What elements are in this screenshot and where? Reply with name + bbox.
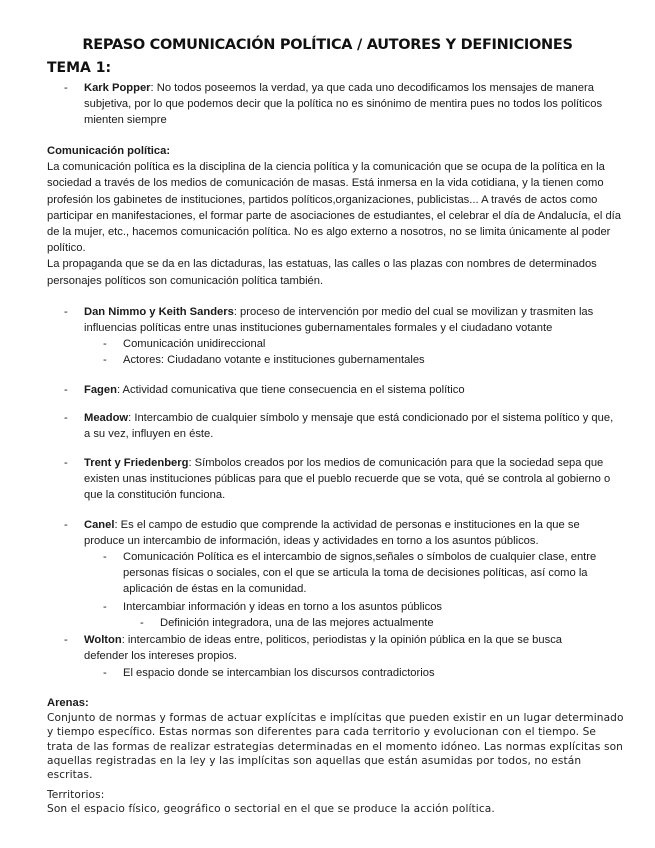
sub-list-item [103, 665, 603, 681]
bullet-dash: - [103, 354, 107, 366]
author-definition: : intercambio de ideas entre, politicos, periodistas y la opinión pública en la que se busca defender los intereses propios. [84, 634, 563, 663]
sub-list-item [103, 549, 618, 598]
author-name: Wolton [84, 634, 122, 646]
bullet-dash: - [103, 667, 107, 679]
paragraph: La propaganda que se da en las dictaduras, las estatuas, las calles o las plazas con nombres de determinados personajes políticos son comunicación política también. [47, 258, 597, 287]
paragraph: Son el espacio físico, geográfico o sectorial en el que se produce la acción política. [47, 803, 495, 816]
section-heading [47, 695, 625, 711]
section-heading: Territorios: [47, 789, 105, 801]
bullet-dash: - [103, 601, 107, 613]
author-name: Canel [84, 519, 115, 531]
author-name: Meadow [84, 412, 129, 424]
author-definition: : proceso de intervención por medio del cual se movilizan y trasmiten las influencias políticas entre unas instituciones gubernamentales formales y el ciudadano votante [84, 306, 594, 335]
author-definition: : Es el campo de estudio que comprende la actividad de personas e instituciones en la que se produce un intercambio de información, ideas y actividades en torno a los asuntos públicos. [84, 519, 580, 548]
bullet-dash: - [64, 457, 68, 469]
paragraph: La comunicación política es la disciplina de la ciencia política y la comunicación que se ocupa de la política en la sociedad a través de los medios de comunicación de masas. Está inmersa en la vida cotidiana, y la tienen como profesión los gabinetes de instituciones, partidos políticos,organizaciones, publicistas... A través de actos como participar en manifestaciones, el formar parte de asociaciones de estudiantes, el celebrar el día de Andalucía, el día de la mujer, etc., hacemos comunicación política. No es algo externo a nosotros, no se limita únicamente al poder político. [47, 161, 622, 255]
list-item-trent-friedenberg [64, 455, 619, 504]
comunicacion-politica-section [47, 143, 625, 289]
arenas-colon: : [84, 697, 89, 709]
bullet-dash: - [64, 384, 68, 396]
author-definition: : Actividad comunicativa que tiene consecuencia en el sistema político [116, 384, 465, 396]
author-name: Kark Popper [84, 82, 151, 94]
arenas-section [47, 695, 625, 782]
sub-list-item [103, 352, 603, 368]
author-definition: : Intercambio de cualquier símbolo y mensaje que está condicionado por el sistema político y que, a su vez, influyen en éste. [84, 412, 614, 441]
bullet-dash: - [103, 338, 107, 350]
sub-item-text: Actores: Ciudadano votante e instituciones gubernamentales [123, 354, 425, 366]
sub-item-text: Intercambiar información y ideas en torno a los asuntos públicos [123, 601, 443, 613]
section-heading-tema-1 [47, 60, 111, 76]
arenas-heading: Arenas [47, 697, 85, 709]
sub-item-text: Comunicación unidireccional [123, 338, 266, 350]
bullet-dash: - [64, 634, 68, 646]
sub-item-text: Definición integradora, una de las mejores actualmente [160, 617, 434, 629]
list-item-canel [64, 517, 619, 549]
sub-item-text: Comunicación Política es el intercambio de signos,señales o símbolos de cualquier clase, entre personas físicas o sociales, con el que se articula la toma de decisiones políticas, así como la aplicación de éstas en la comunidad. [123, 551, 597, 596]
paragraph: Conjunto de normas y formas de actuar explícitas e implícitas que pueden existir en un lugar determinado y tiempo específico. Estas normas son diferentes para cada territorio y evolucionan con el tiempo. Se trata de las formas de realizar estrategias determinadas en el momento idóneo. Las normas explícitas son aquellas registradas en la ley y las implícitas son aquellas que están asumidas por todos, no están escritas. [47, 712, 624, 782]
list-item-popper [64, 80, 619, 129]
bullet-dash: - [64, 519, 68, 531]
bullet-dash: - [64, 82, 68, 94]
section-heading: Comunicación política: [47, 145, 171, 157]
author-name: Fagen [84, 384, 117, 396]
bullet-dash: - [64, 412, 68, 424]
list-item-fagen [64, 382, 619, 398]
bullet-dash: - [64, 306, 68, 318]
author-name: Trent y Friedenberg [84, 457, 189, 469]
territorios-section [47, 788, 625, 816]
list-item-nimmo-sanders [64, 304, 619, 336]
sub-list-item [103, 599, 603, 615]
sub-list-item [103, 336, 603, 352]
bullet-dash: - [103, 551, 107, 563]
document-title: REPASO COMUNICACIÓN POLÍTICA / AUTORES Y DEFINICIONES [82, 37, 573, 53]
sub-sub-list-item [140, 615, 600, 631]
author-definition: : No todos poseemos la verdad, ya que cada uno decodificamos los mensajes de manera subjetiva, por lo que podemos decir que la política no es sinónimo de mentira pues no todos los políticos mienten siempre [84, 82, 603, 127]
author-name: Dan Nimmo y Keith Sanders [84, 306, 234, 318]
tema-colon: : [105, 60, 112, 76]
list-item-wolton [64, 632, 604, 664]
author-definition: : Símbolos creados por los medios de comunicación para que la sociedad sepa que existen unas instituciones públicas para que el pueblo recuerde que se vota, qué se controla al gobierno o que la constitución funciona. [84, 457, 611, 502]
tema-label: TEMA 1 [47, 60, 106, 76]
sub-item-text: El espacio donde se intercambian los discursos contradictorios [123, 667, 435, 679]
list-item-meadow [64, 410, 619, 442]
bullet-dash: - [140, 617, 144, 629]
